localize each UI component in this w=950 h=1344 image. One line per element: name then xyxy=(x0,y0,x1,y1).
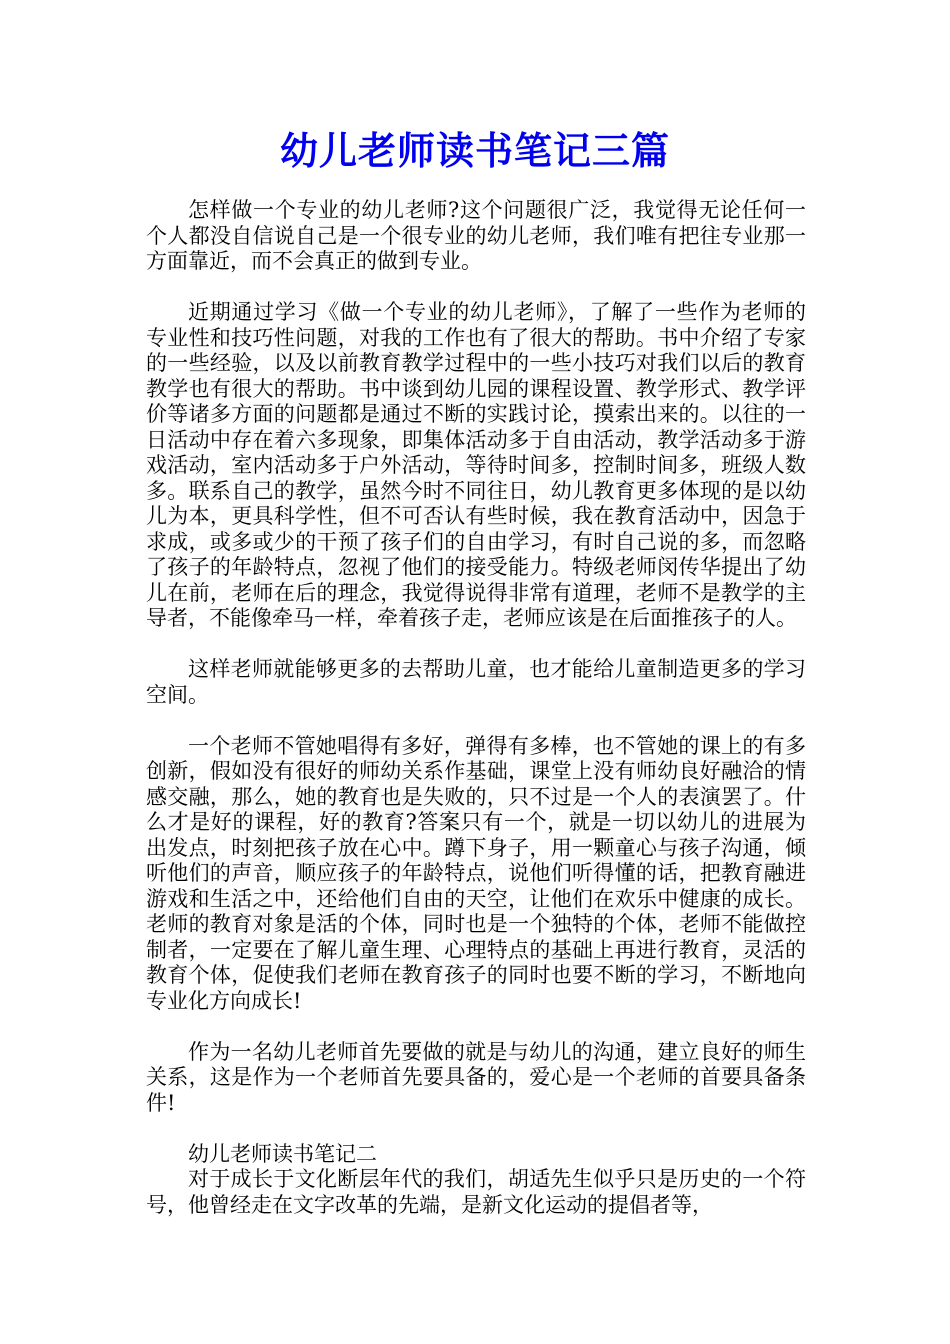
document-title: 幼儿老师读书笔记三篇 xyxy=(279,128,670,173)
paragraph-6: 对于成长于文化断层年代的我们，胡适先生似乎只是历史的一个符号，他曾经走在文字改革的先端，是新文化运动的提倡者等， xyxy=(146,1167,806,1217)
paragraph-2: 近期通过学习《做一个专业的幼儿老师》，了解了一些作为老师的专业性和技巧性问题，对我的工作也有了很大的帮助。书中介绍了专家的一些经验，以及以前教育教学过程中的一些小技巧对我们以后的教育教学也有很大的帮助。书中谈到幼儿园的课程设置、教学形式、教学评价等诸多方面的问题都是通过不断的实践讨论，摸索出来的。以往的一日活动中存在着六多现象，即集体活动多于自由活动，教学活动多于游戏活动，室内活动多于户外活动，等待时间多，控制时间多，班级人数多。联系自己的教学，虽然今时不同往日，幼儿教育更多体现的是以幼儿为本，更具科学性，但不可否认有些时候，我在教育活动中，因急于求成，或多或少的干预了孩子们的自由学习，有时自己说的多，而忽略了孩子的年龄特点，忽视了他们的接受能力。特级老师闵传华提出了幼儿在前，老师在后的理念，我觉得说得非常有道理，老师不是教学的主导者，不能像牵马一样，牵着孩子走，老师应该是在后面推孩子的人。 xyxy=(146,300,806,630)
paragraph-4: 一个老师不管她唱得有多好，弹得有多棒，也不管她的课上的有多创新，假如没有很好的师幼关系作基础，课堂上没有师幼良好融洽的情感交融，那么，她的教育也是失败的，只不过是一个人的表演罢了。什么才是好的课程，好的教育?答案只有一个，就是一切以幼儿的进展为出发点，时刻把孩子放在心中。蹲下身子，用一颗童心与孩子沟通，倾听他们的声音，顺应孩子的年龄特点，说他们听得懂的话，把教育融进游戏和生活之中，还给他们自由的天空，让他们在欢乐中健康的成长。老师的教育对象是活的个体，同时也是一个独特的个体，老师不能做控制者，一定要在了解儿童生理、心理特点的基础上再进行教育，灵活的教育个体，促使我们老师在教育孩子的同时也要不断的学习，不断地向专业化方向成长! xyxy=(146,733,806,1013)
paragraph-3: 这样老师就能够更多的去帮助儿童，也才能给儿童制造更多的学习空间。 xyxy=(146,657,806,707)
paragraph-5: 作为一名幼儿老师首先要做的就是与幼儿的沟通，建立良好的师生关系，这是作为一个老师首先要具备的，爱心是一个老师的首要具备条件! xyxy=(146,1039,806,1115)
section-heading-note-2: 幼儿老师读书笔记二 xyxy=(188,1141,377,1166)
paragraph-1: 怎样做一个专业的幼儿老师?这个问题很广泛，我觉得无论任何一个人都没自信说自己是一个很专业的幼儿老师，我们唯有把往专业那一方面靠近，而不会真正的做到专业。 xyxy=(146,198,806,273)
document-body xyxy=(146,198,806,1218)
